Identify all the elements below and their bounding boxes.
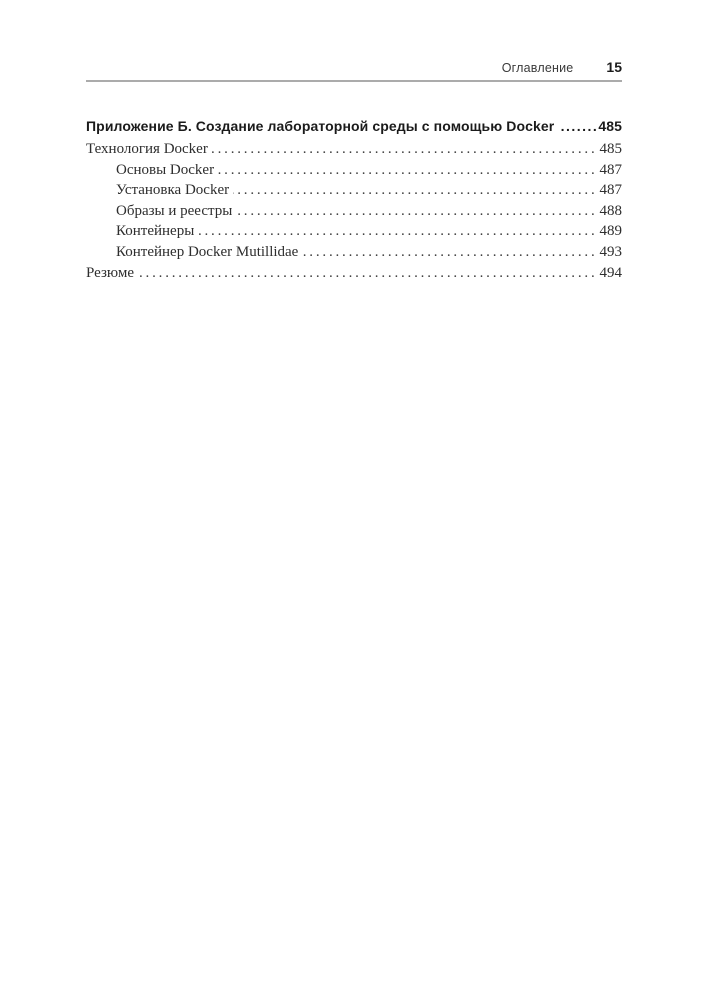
dot-leader xyxy=(218,160,597,181)
page-header xyxy=(86,60,622,75)
toc-heading-page: 485 xyxy=(598,118,622,134)
toc-entry xyxy=(86,139,622,160)
toc-entry xyxy=(86,242,622,263)
toc-entry xyxy=(86,221,622,242)
toc-entry-label: Контейнер Docker Mutillidae xyxy=(116,243,299,260)
toc-entry-page: 489 xyxy=(599,223,622,240)
toc-entry xyxy=(86,201,622,222)
toc-entry-label: Установка Docker xyxy=(116,182,230,199)
dot-leader xyxy=(560,116,598,137)
dot-leader xyxy=(233,180,597,201)
dot-leader xyxy=(236,201,597,222)
toc-heading-row xyxy=(86,116,622,137)
toc-entry xyxy=(86,180,622,201)
toc-entry-page: 494 xyxy=(599,264,622,281)
dot-leader xyxy=(198,221,597,242)
toc-entry xyxy=(86,263,622,284)
toc-entry-page: 493 xyxy=(599,243,622,260)
dot-leader xyxy=(212,139,598,160)
running-title: Оглавление xyxy=(501,61,574,75)
toc-entry-page: 485 xyxy=(599,141,622,157)
toc-entry-page: 487 xyxy=(599,182,622,199)
header-rule xyxy=(86,80,622,82)
toc-entry-label: Контейнеры xyxy=(116,223,195,240)
toc-heading-label: Приложение Б. Создание лабораторной среды с помощью Docker xyxy=(86,118,555,134)
page-number: 15 xyxy=(606,59,622,75)
dot-leader xyxy=(138,263,597,284)
toc-entry-label: Образы и реестры xyxy=(116,202,233,219)
table-of-contents xyxy=(86,116,622,283)
toc-entry-label: Основы Docker xyxy=(116,161,215,178)
toc-entry-label: Резюме xyxy=(86,264,135,281)
toc-entry-label: Технология Docker xyxy=(86,141,208,157)
dot-leader xyxy=(302,242,597,263)
toc-entry xyxy=(86,160,622,181)
toc-entry-page: 487 xyxy=(599,161,622,178)
toc-entry-page: 488 xyxy=(599,202,622,219)
